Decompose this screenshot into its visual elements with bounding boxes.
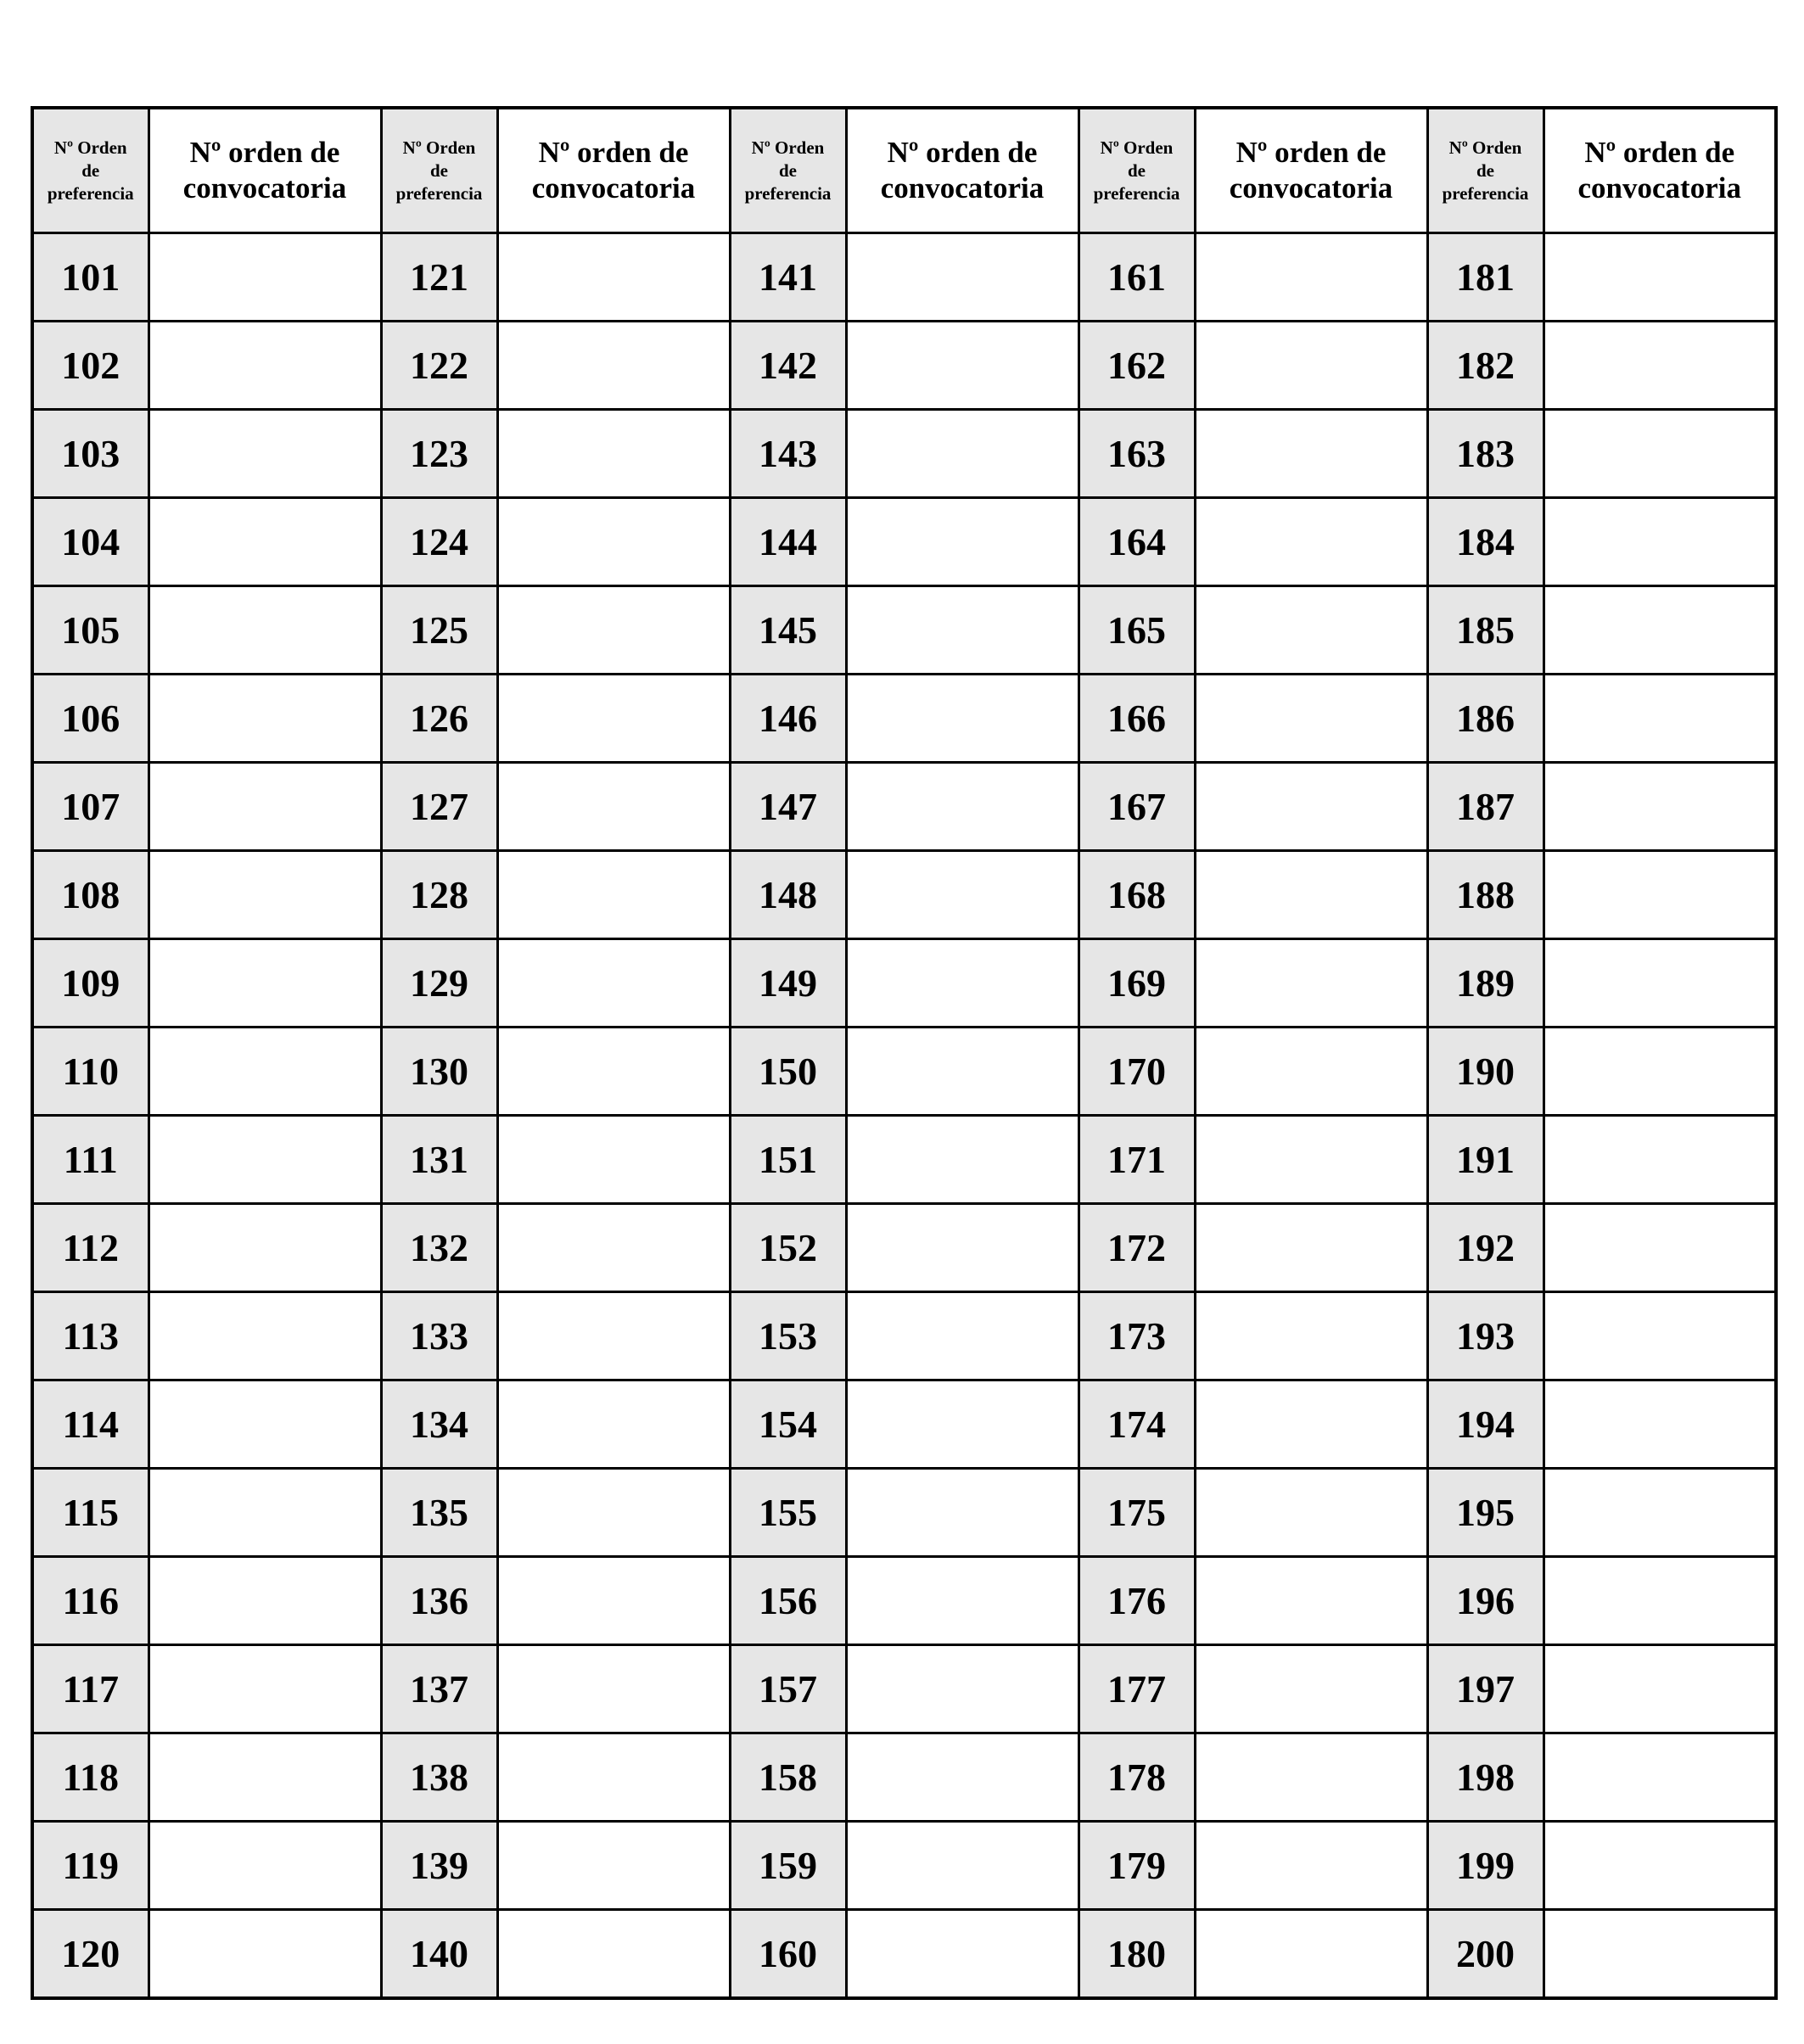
table-body bbox=[32, 233, 1776, 1999]
preference-number-cell: 110 bbox=[32, 1028, 148, 1116]
preference-number-cell: 172 bbox=[1078, 1204, 1195, 1292]
call-order-entry-cell[interactable] bbox=[1543, 675, 1776, 763]
call-order-entry-cell[interactable] bbox=[1543, 1292, 1776, 1380]
table-row bbox=[32, 763, 1776, 851]
call-order-entry-cell[interactable] bbox=[1543, 1469, 1776, 1557]
table-row bbox=[32, 939, 1776, 1028]
preference-number-cell: 116 bbox=[32, 1557, 148, 1645]
table-row bbox=[32, 233, 1776, 322]
preference-number-cell: 146 bbox=[730, 675, 846, 763]
preference-number-cell: 183 bbox=[1427, 410, 1543, 498]
call-order-entry-cell[interactable] bbox=[846, 1292, 1078, 1380]
preference-number-cell: 160 bbox=[730, 1910, 846, 1999]
preference-number-cell: 150 bbox=[730, 1028, 846, 1116]
call-order-entry-cell[interactable] bbox=[497, 763, 730, 851]
call-order-entry-cell[interactable] bbox=[1195, 1380, 1427, 1469]
preference-number-cell: 122 bbox=[381, 322, 497, 410]
header-call-label-line: Nº orden de bbox=[1235, 136, 1387, 169]
preference-number-cell: 131 bbox=[381, 1116, 497, 1204]
call-order-entry-cell[interactable] bbox=[846, 1380, 1078, 1469]
preference-number-cell: 119 bbox=[32, 1822, 148, 1910]
preference-number-cell: 167 bbox=[1078, 763, 1195, 851]
call-order-entry-cell[interactable] bbox=[1195, 1645, 1427, 1733]
preference-number-cell: 192 bbox=[1427, 1204, 1543, 1292]
table-row bbox=[32, 498, 1776, 586]
preference-number-cell: 184 bbox=[1427, 498, 1543, 586]
preference-number-cell: 139 bbox=[381, 1822, 497, 1910]
preference-number-cell: 197 bbox=[1427, 1645, 1543, 1733]
header-call-order-2 bbox=[497, 108, 730, 233]
preference-number-cell: 199 bbox=[1427, 1822, 1543, 1910]
preference-number-cell: 176 bbox=[1078, 1557, 1195, 1645]
call-order-entry-cell[interactable] bbox=[497, 939, 730, 1028]
preference-number-cell: 182 bbox=[1427, 322, 1543, 410]
preference-number-cell: 105 bbox=[32, 586, 148, 675]
call-order-entry-cell[interactable] bbox=[1195, 1557, 1427, 1645]
header-preference-label-line: de bbox=[430, 160, 448, 181]
call-order-entry-cell[interactable] bbox=[846, 1028, 1078, 1116]
call-order-entry-cell[interactable] bbox=[497, 410, 730, 498]
preference-number-cell: 108 bbox=[32, 851, 148, 939]
preference-number-cell: 112 bbox=[32, 1204, 148, 1292]
header-preference-label-line: preferencia bbox=[47, 182, 134, 204]
table-row bbox=[32, 1910, 1776, 1999]
table-row bbox=[32, 1116, 1776, 1204]
call-order-entry-cell[interactable] bbox=[148, 1204, 381, 1292]
call-order-entry-cell[interactable] bbox=[148, 233, 381, 322]
preference-number-cell: 117 bbox=[32, 1645, 148, 1733]
preference-number-cell: 185 bbox=[1427, 586, 1543, 675]
call-order-entry-cell[interactable] bbox=[497, 851, 730, 939]
preference-number-cell: 120 bbox=[32, 1910, 148, 1999]
call-order-entry-cell[interactable] bbox=[846, 1645, 1078, 1733]
call-order-entry-cell[interactable] bbox=[148, 1910, 381, 1999]
call-order-entry-cell[interactable] bbox=[497, 675, 730, 763]
header-call-label-line: Nº orden de bbox=[538, 136, 689, 169]
preference-number-cell: 151 bbox=[730, 1116, 846, 1204]
call-order-entry-cell[interactable] bbox=[497, 1116, 730, 1204]
preference-number-cell: 121 bbox=[381, 233, 497, 322]
preference-number-cell: 101 bbox=[32, 233, 148, 322]
call-order-entry-cell[interactable] bbox=[497, 1733, 730, 1822]
preference-number-cell: 135 bbox=[381, 1469, 497, 1557]
preference-number-cell: 111 bbox=[32, 1116, 148, 1204]
preference-number-cell: 194 bbox=[1427, 1380, 1543, 1469]
call-order-entry-cell[interactable] bbox=[1543, 1028, 1776, 1116]
call-order-entry-cell[interactable] bbox=[148, 1822, 381, 1910]
call-order-entry-cell[interactable] bbox=[1543, 1822, 1776, 1910]
header-call-order-4 bbox=[1195, 108, 1427, 233]
header-preference-order-1 bbox=[32, 108, 148, 233]
table-row bbox=[32, 1822, 1776, 1910]
call-order-entry-cell[interactable] bbox=[497, 1028, 730, 1116]
call-order-entry-cell[interactable] bbox=[846, 939, 1078, 1028]
call-order-entry-cell[interactable] bbox=[148, 410, 381, 498]
table-row bbox=[32, 322, 1776, 410]
call-order-entry-cell[interactable] bbox=[846, 1557, 1078, 1645]
preference-form bbox=[31, 106, 1777, 2000]
preference-number-cell: 102 bbox=[32, 322, 148, 410]
header-preference-label-line: Nº Orden bbox=[53, 137, 127, 158]
call-order-entry-cell[interactable] bbox=[497, 498, 730, 586]
preference-number-cell: 191 bbox=[1427, 1116, 1543, 1204]
call-order-entry-cell[interactable] bbox=[1195, 1910, 1427, 1999]
header-preference-order-2 bbox=[381, 108, 497, 233]
preference-number-cell: 164 bbox=[1078, 498, 1195, 586]
preference-number-cell: 171 bbox=[1078, 1116, 1195, 1204]
call-order-entry-cell[interactable] bbox=[497, 1292, 730, 1380]
preference-number-cell: 153 bbox=[730, 1292, 846, 1380]
header-preference-label-line: de bbox=[779, 160, 797, 181]
header-call-label-line: Nº orden de bbox=[1584, 136, 1735, 169]
preference-number-cell: 127 bbox=[381, 763, 497, 851]
call-order-entry-cell[interactable] bbox=[148, 586, 381, 675]
call-order-entry-cell[interactable] bbox=[148, 763, 381, 851]
call-order-entry-cell[interactable] bbox=[846, 410, 1078, 498]
header-call-label-line: convocatoria bbox=[182, 171, 347, 204]
call-order-entry-cell[interactable] bbox=[846, 498, 1078, 586]
preference-number-cell: 186 bbox=[1427, 675, 1543, 763]
preference-number-cell: 106 bbox=[32, 675, 148, 763]
table-row bbox=[32, 1733, 1776, 1822]
table-row bbox=[32, 675, 1776, 763]
table-row bbox=[32, 1380, 1776, 1469]
preference-number-cell: 124 bbox=[381, 498, 497, 586]
header-call-label-line: Nº orden de bbox=[189, 136, 340, 169]
header-preference-label-line: de bbox=[1128, 160, 1146, 181]
preference-number-cell: 161 bbox=[1078, 233, 1195, 322]
preference-number-cell: 166 bbox=[1078, 675, 1195, 763]
header-call-label-line: convocatoria bbox=[531, 171, 696, 204]
preference-number-cell: 169 bbox=[1078, 939, 1195, 1028]
call-order-entry-cell[interactable] bbox=[497, 1910, 730, 1999]
preference-number-cell: 190 bbox=[1427, 1028, 1543, 1116]
header-preference-label-line: de bbox=[81, 160, 100, 181]
header-preference-label-line: Nº Orden bbox=[402, 137, 476, 158]
preference-number-cell: 188 bbox=[1427, 851, 1543, 939]
call-order-entry-cell[interactable] bbox=[1195, 498, 1427, 586]
table-row bbox=[32, 1645, 1776, 1733]
call-order-entry-cell[interactable] bbox=[148, 675, 381, 763]
preference-number-cell: 198 bbox=[1427, 1733, 1543, 1822]
table-row bbox=[32, 1028, 1776, 1116]
call-order-entry-cell[interactable] bbox=[497, 1645, 730, 1733]
call-order-entry-cell[interactable] bbox=[1543, 1557, 1776, 1645]
header-call-order-1 bbox=[148, 108, 381, 233]
preference-number-cell: 140 bbox=[381, 1910, 497, 1999]
table-row bbox=[32, 410, 1776, 498]
preference-number-cell: 165 bbox=[1078, 586, 1195, 675]
call-order-entry-cell[interactable] bbox=[148, 851, 381, 939]
table-row bbox=[32, 1204, 1776, 1292]
call-order-entry-cell[interactable] bbox=[1195, 675, 1427, 763]
preference-number-cell: 147 bbox=[730, 763, 846, 851]
header-preference-label-line: preferencia bbox=[744, 182, 832, 204]
call-order-entry-cell[interactable] bbox=[148, 1116, 381, 1204]
call-order-entry-cell[interactable] bbox=[1195, 1822, 1427, 1910]
call-order-entry-cell[interactable] bbox=[497, 233, 730, 322]
header-call-label-line: convocatoria bbox=[1229, 171, 1393, 204]
header-call-label-line: Nº orden de bbox=[887, 136, 1038, 169]
call-order-entry-cell[interactable] bbox=[1543, 322, 1776, 410]
preference-number-cell: 189 bbox=[1427, 939, 1543, 1028]
call-order-entry-cell[interactable] bbox=[846, 586, 1078, 675]
preference-table bbox=[31, 106, 1778, 2000]
call-order-entry-cell[interactable] bbox=[497, 586, 730, 675]
header-preference-label-line: de bbox=[1476, 160, 1494, 181]
preference-number-cell: 129 bbox=[381, 939, 497, 1028]
preference-number-cell: 196 bbox=[1427, 1557, 1543, 1645]
preference-number-cell: 179 bbox=[1078, 1822, 1195, 1910]
preference-number-cell: 109 bbox=[32, 939, 148, 1028]
call-order-entry-cell[interactable] bbox=[1195, 851, 1427, 939]
table-row bbox=[32, 851, 1776, 939]
call-order-entry-cell[interactable] bbox=[1543, 939, 1776, 1028]
preference-number-cell: 138 bbox=[381, 1733, 497, 1822]
call-order-entry-cell[interactable] bbox=[846, 1910, 1078, 1999]
preference-number-cell: 125 bbox=[381, 586, 497, 675]
preference-number-cell: 163 bbox=[1078, 410, 1195, 498]
preference-number-cell: 170 bbox=[1078, 1028, 1195, 1116]
call-order-entry-cell[interactable] bbox=[846, 233, 1078, 322]
call-order-entry-cell[interactable] bbox=[1195, 1469, 1427, 1557]
preference-number-cell: 178 bbox=[1078, 1733, 1195, 1822]
preference-number-cell: 177 bbox=[1078, 1645, 1195, 1733]
header-preference-order-5 bbox=[1427, 108, 1543, 233]
preference-number-cell: 180 bbox=[1078, 1910, 1195, 1999]
preference-number-cell: 200 bbox=[1427, 1910, 1543, 1999]
preference-number-cell: 128 bbox=[381, 851, 497, 939]
call-order-entry-cell[interactable] bbox=[1195, 1116, 1427, 1204]
preference-number-cell: 123 bbox=[381, 410, 497, 498]
call-order-entry-cell[interactable] bbox=[497, 1204, 730, 1292]
call-order-entry-cell[interactable] bbox=[1543, 498, 1776, 586]
preference-number-cell: 132 bbox=[381, 1204, 497, 1292]
header-preference-label-line: Nº Orden bbox=[1448, 137, 1522, 158]
call-order-entry-cell[interactable] bbox=[1543, 410, 1776, 498]
table-header-row bbox=[32, 108, 1776, 233]
preference-number-cell: 104 bbox=[32, 498, 148, 586]
preference-number-cell: 174 bbox=[1078, 1380, 1195, 1469]
preference-number-cell: 155 bbox=[730, 1469, 846, 1557]
preference-number-cell: 148 bbox=[730, 851, 846, 939]
preference-number-cell: 193 bbox=[1427, 1292, 1543, 1380]
call-order-entry-cell[interactable] bbox=[148, 1469, 381, 1557]
call-order-entry-cell[interactable] bbox=[1543, 1116, 1776, 1204]
preference-number-cell: 115 bbox=[32, 1469, 148, 1557]
call-order-entry-cell[interactable] bbox=[1543, 586, 1776, 675]
preference-number-cell: 126 bbox=[381, 675, 497, 763]
call-order-entry-cell[interactable] bbox=[497, 1380, 730, 1469]
call-order-entry-cell[interactable] bbox=[1195, 763, 1427, 851]
preference-number-cell: 159 bbox=[730, 1822, 846, 1910]
call-order-entry-cell[interactable] bbox=[846, 675, 1078, 763]
preference-number-cell: 144 bbox=[730, 498, 846, 586]
call-order-entry-cell[interactable] bbox=[1195, 586, 1427, 675]
header-call-order-3 bbox=[846, 108, 1078, 233]
preference-number-cell: 118 bbox=[32, 1733, 148, 1822]
preference-number-cell: 145 bbox=[730, 586, 846, 675]
preference-number-cell: 133 bbox=[381, 1292, 497, 1380]
header-call-order-5 bbox=[1543, 108, 1776, 233]
call-order-entry-cell[interactable] bbox=[846, 763, 1078, 851]
header-preference-label-line: Nº Orden bbox=[751, 137, 825, 158]
call-order-entry-cell[interactable] bbox=[148, 1380, 381, 1469]
call-order-entry-cell[interactable] bbox=[846, 322, 1078, 410]
call-order-entry-cell[interactable] bbox=[148, 1733, 381, 1822]
call-order-entry-cell[interactable] bbox=[497, 322, 730, 410]
call-order-entry-cell[interactable] bbox=[846, 1469, 1078, 1557]
call-order-entry-cell[interactable] bbox=[1195, 1204, 1427, 1292]
preference-number-cell: 154 bbox=[730, 1380, 846, 1469]
header-preference-label-line: preferencia bbox=[1442, 182, 1529, 204]
preference-number-cell: 113 bbox=[32, 1292, 148, 1380]
preference-number-cell: 158 bbox=[730, 1733, 846, 1822]
preference-number-cell: 173 bbox=[1078, 1292, 1195, 1380]
call-order-entry-cell[interactable] bbox=[497, 1557, 730, 1645]
call-order-entry-cell[interactable] bbox=[846, 1822, 1078, 1910]
header-preference-order-3 bbox=[730, 108, 846, 233]
call-order-entry-cell[interactable] bbox=[148, 1645, 381, 1733]
call-order-entry-cell[interactable] bbox=[148, 939, 381, 1028]
preference-number-cell: 136 bbox=[381, 1557, 497, 1645]
call-order-entry-cell[interactable] bbox=[1543, 1380, 1776, 1469]
table-row bbox=[32, 1469, 1776, 1557]
call-order-entry-cell[interactable] bbox=[846, 1116, 1078, 1204]
preference-number-cell: 141 bbox=[730, 233, 846, 322]
preference-number-cell: 181 bbox=[1427, 233, 1543, 322]
preference-number-cell: 103 bbox=[32, 410, 148, 498]
preference-number-cell: 137 bbox=[381, 1645, 497, 1733]
preference-number-cell: 149 bbox=[730, 939, 846, 1028]
call-order-entry-cell[interactable] bbox=[1543, 851, 1776, 939]
call-order-entry-cell[interactable] bbox=[497, 1822, 730, 1910]
header-preference-label-line: preferencia bbox=[395, 182, 483, 204]
call-order-entry-cell[interactable] bbox=[1195, 233, 1427, 322]
preference-number-cell: 162 bbox=[1078, 322, 1195, 410]
preference-number-cell: 143 bbox=[730, 410, 846, 498]
call-order-entry-cell[interactable] bbox=[1543, 1910, 1776, 1999]
preference-number-cell: 107 bbox=[32, 763, 148, 851]
call-order-entry-cell[interactable] bbox=[846, 1733, 1078, 1822]
call-order-entry-cell[interactable] bbox=[1543, 1204, 1776, 1292]
preference-number-cell: 195 bbox=[1427, 1469, 1543, 1557]
table-row bbox=[32, 1557, 1776, 1645]
call-order-entry-cell[interactable] bbox=[1543, 1645, 1776, 1733]
table-row bbox=[32, 1292, 1776, 1380]
call-order-entry-cell[interactable] bbox=[846, 1204, 1078, 1292]
call-order-entry-cell[interactable] bbox=[497, 1469, 730, 1557]
preference-number-cell: 114 bbox=[32, 1380, 148, 1469]
call-order-entry-cell[interactable] bbox=[148, 1028, 381, 1116]
call-order-entry-cell[interactable] bbox=[1543, 1733, 1776, 1822]
preference-number-cell: 142 bbox=[730, 322, 846, 410]
call-order-entry-cell[interactable] bbox=[1195, 410, 1427, 498]
header-preference-label-line: preferencia bbox=[1093, 182, 1180, 204]
header-preference-order-4 bbox=[1078, 108, 1195, 233]
call-order-entry-cell[interactable] bbox=[148, 498, 381, 586]
call-order-entry-cell[interactable] bbox=[1195, 939, 1427, 1028]
call-order-entry-cell[interactable] bbox=[148, 1292, 381, 1380]
header-preference-label-line: Nº Orden bbox=[1100, 137, 1174, 158]
call-order-entry-cell[interactable] bbox=[1195, 1028, 1427, 1116]
call-order-entry-cell[interactable] bbox=[1543, 233, 1776, 322]
call-order-entry-cell[interactable] bbox=[1543, 763, 1776, 851]
call-order-entry-cell[interactable] bbox=[846, 851, 1078, 939]
call-order-entry-cell[interactable] bbox=[148, 322, 381, 410]
preference-number-cell: 134 bbox=[381, 1380, 497, 1469]
table-row bbox=[32, 586, 1776, 675]
call-order-entry-cell[interactable] bbox=[148, 1557, 381, 1645]
preference-number-cell: 130 bbox=[381, 1028, 497, 1116]
header-call-label-line: convocatoria bbox=[1577, 171, 1741, 204]
preference-number-cell: 175 bbox=[1078, 1469, 1195, 1557]
preference-number-cell: 152 bbox=[730, 1204, 846, 1292]
call-order-entry-cell[interactable] bbox=[1195, 322, 1427, 410]
preference-number-cell: 168 bbox=[1078, 851, 1195, 939]
call-order-entry-cell[interactable] bbox=[1195, 1733, 1427, 1822]
call-order-entry-cell[interactable] bbox=[1195, 1292, 1427, 1380]
preference-number-cell: 187 bbox=[1427, 763, 1543, 851]
header-call-label-line: convocatoria bbox=[880, 171, 1045, 204]
preference-number-cell: 157 bbox=[730, 1645, 846, 1733]
preference-number-cell: 156 bbox=[730, 1557, 846, 1645]
